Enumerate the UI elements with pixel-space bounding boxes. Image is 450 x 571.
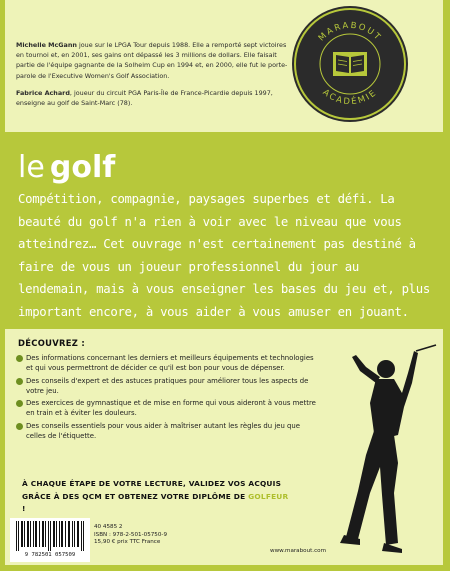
publication-info [94, 524, 167, 547]
author-name: Fabrice Achard [16, 88, 70, 97]
svg-text:MARABOUT [317, 21, 383, 44]
list-item-text: Des conseils essentiels pour vous aider à maîtriser autant les règles du jeu que celles de l'étiquette. [26, 421, 301, 441]
list-item [16, 421, 316, 442]
cta-text: À CHAQUE ÉTAPE DE VOTRE LECTURE, VALIDEZ VOS ACQUIS GRÂCE À DES QCM ET OBTENEZ VOTRE DIPLÔME DE [22, 479, 282, 501]
seal-top-text: MARABOUT [316, 20, 384, 44]
svg-text:ACADÉMIE [321, 88, 380, 108]
product-code: 40 4585 2 [94, 524, 123, 530]
bullet-icon [16, 355, 23, 362]
barcode-number: 9 782501 057509 [24, 552, 76, 558]
price: 15,90 € prix TTC France [94, 539, 161, 546]
bullet-icon [16, 423, 23, 430]
author-text: , joueur du circuit PGA Paris-Île de France-Picardie depuis 1997, enseigne au golf de Saint-Marc (78). [16, 88, 273, 108]
author-bio-1 [16, 40, 294, 81]
cta-accent: GOLFEUR [248, 491, 289, 501]
book-title [18, 150, 115, 185]
list-item-text: Des conseils d'expert et des astuces pratiques pour améliorer tous les aspects de votre jeu. [26, 376, 309, 395]
golfer-silhouette-icon [290, 343, 440, 558]
title-main: golf [49, 150, 116, 185]
bullet-icon [16, 378, 23, 385]
bullet-icon [16, 400, 23, 407]
barcode [10, 518, 90, 562]
author-bios [16, 0, 294, 115]
title-prefix: le [18, 150, 45, 185]
author-text: joue sur le LPGA Tour depuis 1988. Elle a remporté sept victoires en tournoi et, en 2001, ses gains ont dépassé les 3 millions de dollars. Elle faisait partie de l'équipe gagnante de la Solheim Cup en 1994 et, en 2000, elle fut le porte-parole de l'Executive Women's Golf Association. [16, 41, 288, 80]
cta-end: ! [22, 504, 26, 513]
author-name: Michelle McGann [16, 41, 77, 49]
discover-list [16, 353, 316, 443]
seal-bottom-text: ACADÉMIE [320, 87, 380, 108]
author-bio-2 [16, 88, 294, 108]
discover-title: DÉCOUVREZ : [18, 338, 86, 348]
marabout-academie-seal [294, 8, 406, 120]
list-item [16, 353, 316, 374]
website: www.marabout.com [270, 548, 327, 554]
list-item-text: Des exercices de gymnastique et de mise en forme qui vous aideront à vous mettre en train et à éviter les douleurs. [26, 399, 316, 418]
call-to-action [22, 478, 292, 516]
list-item-text: Des informations concernant les derniers et meilleurs équipements et technologies et qui vous permettront de décider ce qu'il est bon pour vous de dépenser. [26, 354, 314, 373]
barcode-bars-icon [14, 521, 86, 551]
list-item [16, 398, 316, 419]
isbn: ISBN : 978-2-501-05750-9 [94, 531, 168, 538]
intro-text: Compétition, compagnie, paysages superbes et défi. La beauté du golf n'a rien à voir avec le niveau que vous atteindrez… Cet ouvrage n'est certainement pas destiné à faire de vous un joueur professionnel du jour au lendemain, mais à vous enseigner les bases du jeu et, plus important encore, à vous aider à vous amuser en jouant. [18, 192, 430, 319]
list-item [16, 376, 316, 397]
open-book-icon [333, 52, 367, 76]
seal-graphic [296, 10, 404, 118]
